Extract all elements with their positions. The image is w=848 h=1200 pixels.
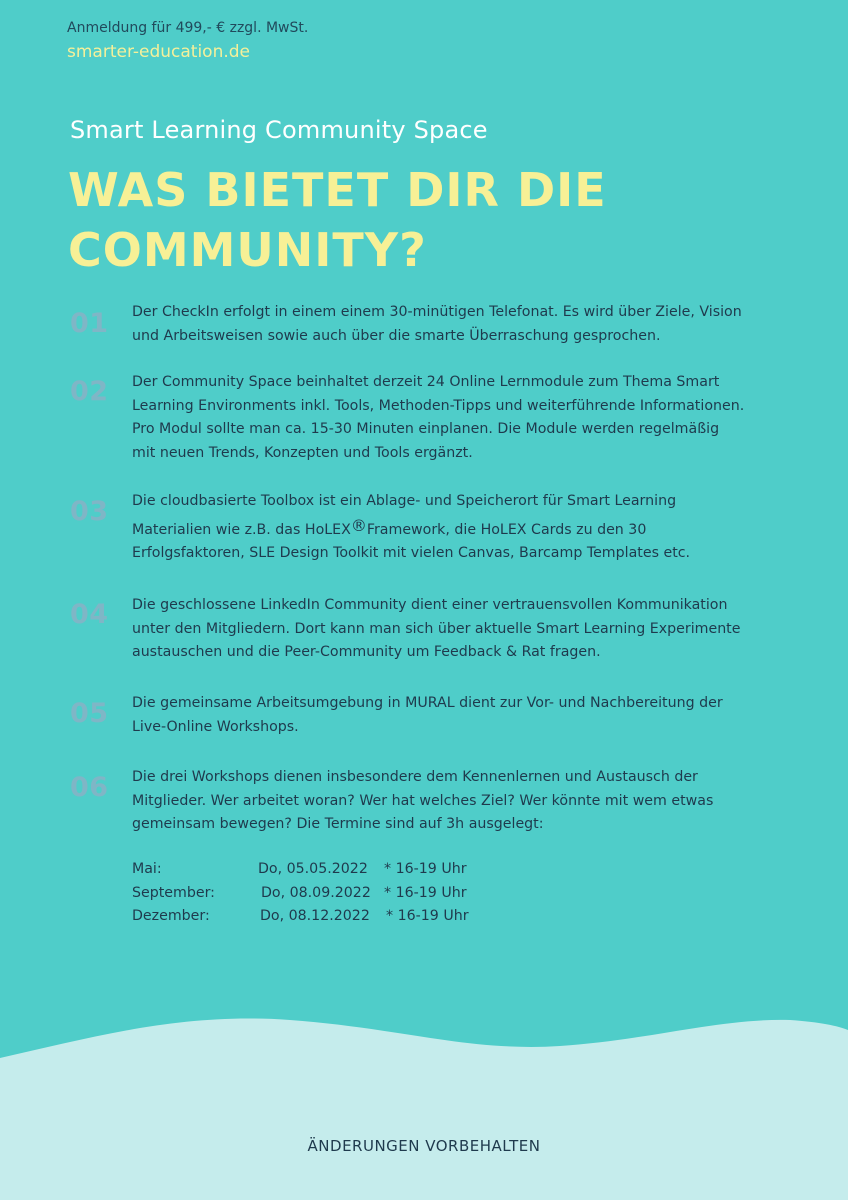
item-text-line: Der CheckIn erfolgt in einem einem 30-minütigen Telefonat. Es wird über Ziele, Vision — [132, 304, 742, 320]
item-text-line: Die gemeinsame Arbeitsumgebung in MURAL dient zur Vor- und Nachbereitung der — [132, 695, 723, 711]
item-number: 03 — [70, 496, 109, 527]
registered-mark: ® — [350, 515, 367, 535]
bottom-wave-decoration — [0, 1000, 848, 1200]
schedule-time: * 16-19 Uhr — [386, 908, 469, 924]
price-line: Anmeldung für 499,- € zzgl. MwSt. — [67, 20, 309, 36]
website-link[interactable]: smarter-education.de — [67, 42, 250, 62]
headline — [68, 160, 788, 280]
item-text-fragment: Materialien wie z.B. das HoLEX — [132, 521, 351, 538]
item-text-line: unter den Mitgliedern. Dort kann man sich über aktuelle Smart Learning Experimente — [132, 620, 741, 637]
schedule-month: September: — [132, 884, 215, 901]
item-text-line: Der Community Space beinhaltet derzeit 24 Online Lernmodule zum Thema Smart — [132, 374, 720, 390]
item-number: 01 — [70, 308, 109, 339]
wave-shape — [0, 1019, 848, 1200]
kicker-title: Smart Learning Community Space — [70, 116, 488, 144]
item-number: 05 — [70, 698, 109, 729]
schedule-date: Do, 08.12.2022 — [260, 908, 370, 924]
schedule-time: * 16-19 Uhr — [384, 861, 467, 877]
item-text-line: Learning Environments inkl. Tools, Methoden-Tipps und weiterführende Informationen. — [132, 397, 745, 414]
item-text-line — [132, 514, 782, 543]
item-number: 04 — [70, 599, 109, 630]
headline-line-2: COMMUNITY? — [68, 223, 427, 277]
schedule-date: Do, 08.09.2022 — [261, 884, 371, 901]
item-text-line: Die cloudbasierte Toolbox ist ein Ablage- und Speicherort für Smart Learning — [132, 493, 677, 509]
item-text-line: austauschen und die Peer-Community um Feedback & Rat fragen. — [132, 644, 601, 660]
item-text — [132, 301, 782, 348]
schedule-month: Dezember: — [132, 908, 210, 924]
footer-note: ÄNDERUNGEN VORBEHALTEN — [307, 1137, 541, 1155]
item-text-line: Erfolgsfaktoren, SLE Design Toolkit mit vielen Canvas, Barcamp Templates etc. — [132, 545, 691, 561]
item-text — [132, 371, 782, 465]
schedule-month: Mai: — [132, 861, 162, 877]
item-text — [132, 594, 782, 665]
headline-line-1: WAS BIETET DIR DIE — [68, 163, 607, 217]
item-text-line: Live-Online Workshops. — [132, 718, 299, 735]
item-text-line: mit neuen Trends, Konzepten und Tools ergänzt. — [132, 444, 473, 461]
item-text — [132, 490, 782, 566]
schedule-time: * 16-19 Uhr — [384, 884, 467, 901]
item-text-line: Die drei Workshops dienen insbesondere dem Kennenlernen und Austausch der — [132, 769, 698, 785]
item-text — [132, 692, 782, 739]
item-number: 02 — [70, 376, 109, 407]
schedule-date: Do, 05.05.2022 — [258, 861, 368, 877]
item-text-line: Pro Modul sollte man ca. 15-30 Minuten einplanen. Die Module werden regelmäßig — [132, 421, 720, 437]
item-text-fragment: Framework, die HoLEX Cards zu den 30 — [366, 521, 647, 538]
item-number: 06 — [70, 772, 109, 803]
item-text-line: Mitglieder. Wer arbeitet woran? Wer hat welches Ziel? Wer könnte mit wem etwas — [132, 792, 714, 809]
item-text-line: gemeinsam bewegen? Die Termine sind auf 3h ausgelegt: — [132, 816, 544, 832]
item-text-line: und Arbeitsweisen sowie auch über die smarte Überraschung gesprochen. — [132, 327, 661, 344]
item-text-line: Die geschlossene LinkedIn Community dient einer vertrauensvollen Kommunikation — [132, 597, 728, 613]
item-text — [132, 766, 782, 837]
